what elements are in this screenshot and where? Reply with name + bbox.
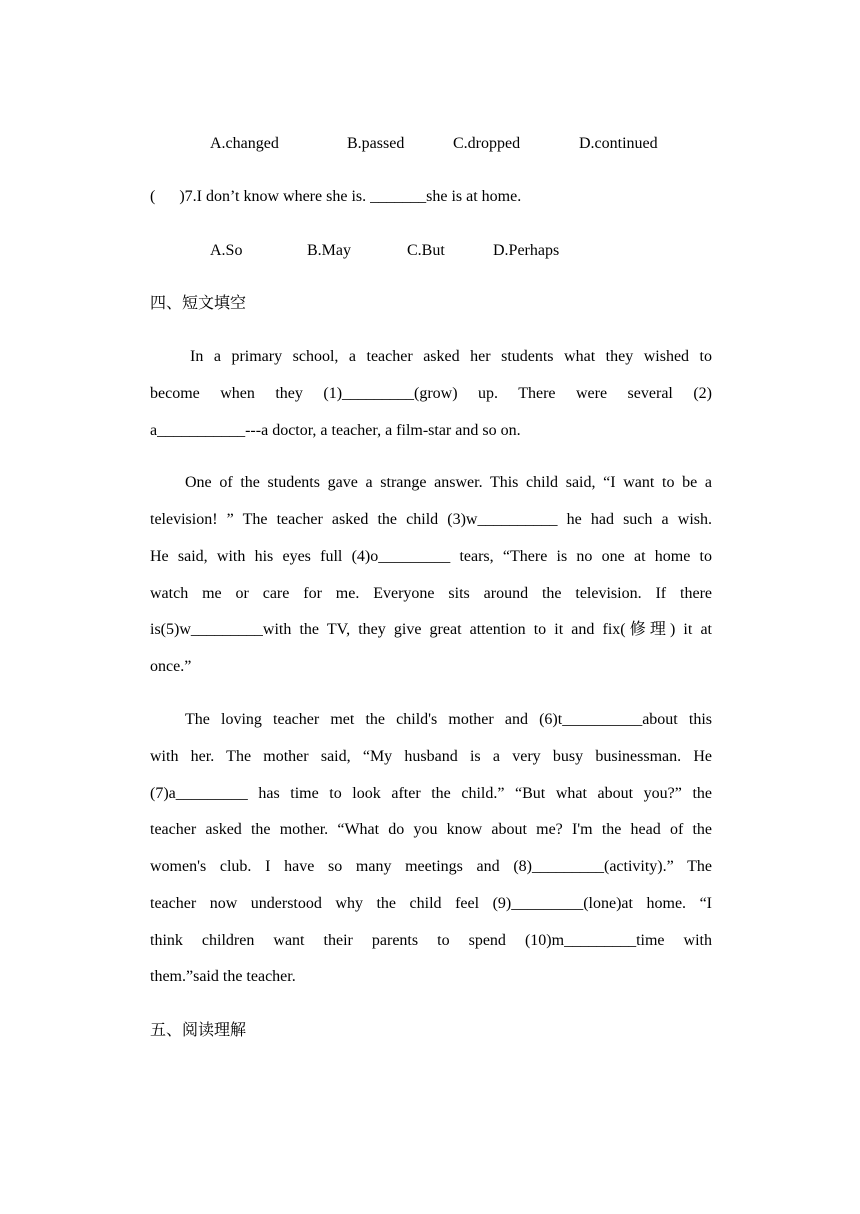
p2-line-3: He said, with his eyes full (4)o_________ tears, “There is no one at home to: [150, 548, 712, 565]
p2-line-4: watch me or care for me. Everyone sits around the television. If there: [150, 585, 712, 602]
q7-stem: ( )7.I don’t know where she is. _______she is at home.: [150, 188, 522, 205]
section5-heading: 五、阅读理解: [150, 1020, 247, 1039]
q7-option-a: A.So: [210, 242, 243, 259]
p3-line-6: teacher now understood why the child feel (9)_________(lone)at home. “I: [150, 895, 712, 912]
p2-line-5: is(5)w_________with the TV, they give great attention to it and fix(修理) it at: [150, 621, 712, 638]
p3-line-7: think children want their parents to spend (10)m_________time with: [150, 932, 712, 949]
q6-option-c: C.dropped: [453, 135, 521, 152]
q6-option-b: B.passed: [347, 135, 405, 152]
q7-option-d: D.Perhaps: [493, 242, 560, 259]
p3-line-5: women's club. I have so many meetings and (8)_________(activity).” The: [150, 858, 712, 875]
p1-line-2: become when they (1)_________(grow) up. There were several (2): [150, 385, 712, 402]
p2-line-6: once.”: [150, 658, 192, 675]
p1-line-3: a___________---a doctor, a teacher, a film-star and so on.: [150, 422, 521, 439]
q7-option-c: C.But: [407, 242, 445, 259]
p1-line-1: In a primary school, a teacher asked her students what they wished to: [190, 348, 712, 365]
p3-line-3: (7)a_________ has time to look after the child.” “But what about you?” the: [150, 785, 712, 802]
p2-line-1: One of the students gave a strange answer. This child said, “I want to be a: [185, 474, 712, 491]
p3-line-4: teacher asked the mother. “What do you know about me? I'm the head of the: [150, 821, 712, 838]
p3-line-8: them.”said the teacher.: [150, 968, 296, 985]
section4-heading: 四、短文填空: [150, 293, 247, 312]
q7-option-b: B.May: [307, 242, 351, 259]
q6-option-d: D.continued: [579, 135, 658, 152]
p2-line-2: television! ” The teacher asked the child (3)w__________ he had such a wish.: [150, 511, 712, 528]
p3-line-1: The loving teacher met the child's mother and (6)t__________about this: [185, 711, 712, 728]
p3-line-2: with her. The mother said, “My husband is a very busy businessman. He: [150, 748, 712, 765]
q6-option-a: A.changed: [210, 135, 279, 152]
